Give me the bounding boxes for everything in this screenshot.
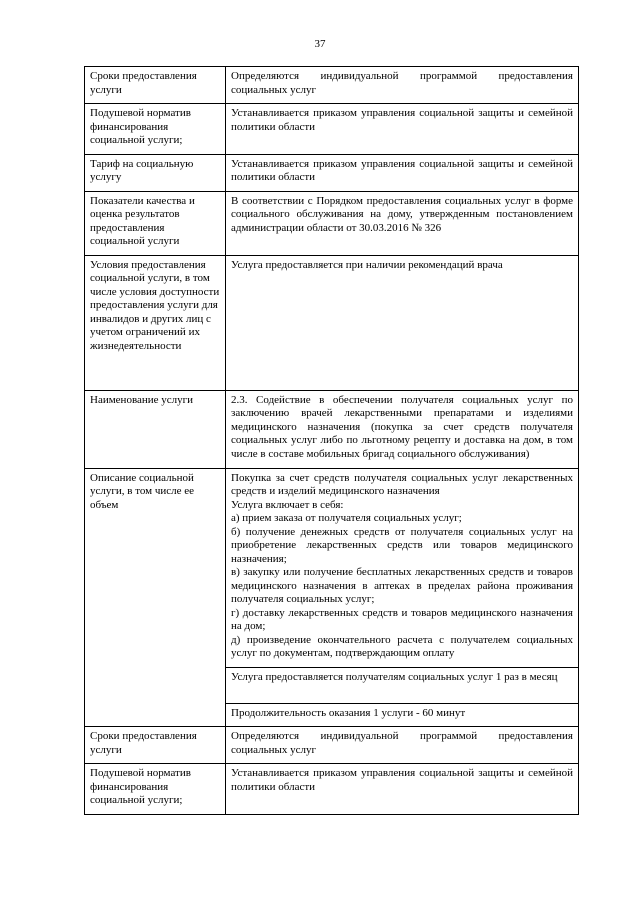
services-table	[84, 66, 579, 815]
row-label: Тариф на социальную услугу	[85, 154, 226, 191]
row-value: 2.3. Содействие в обеспечении получателя социальных услуг по заключению врачей лекарственными препаратами и изделиями медицинского назначения (покупка за счет средств получателя социальных услуг либо по льготному рецепту и доставка на дом, в том числе в составе мобильных бригад социального обслуживания)	[226, 390, 579, 468]
row-label: Показатели качества и оценка результатов предоставления социальной услуги	[85, 191, 226, 255]
table-row	[85, 390, 579, 468]
description-lines	[226, 468, 579, 667]
description-label: Описание социальной услуги, в том числе ее объем	[85, 468, 226, 727]
table-row	[85, 191, 579, 255]
frequency-value: Услуга предоставляется получателям социальных услуг 1 раз в месяц	[226, 667, 579, 703]
description-line: б) получение денежных средств от получателя социальных услуг на приобретение лекарственных средств или товаров медицинского назначения;	[231, 525, 573, 565]
row-value: В соответствии с Порядком предоставления социальных услуг в форме социального обслуживания на дому, утвержденным постановлением администрации области от 30.03.2016 № 326	[226, 191, 579, 255]
row-label: Наименование услуги	[85, 390, 226, 468]
row-value: Устанавливается приказом управления социальной защиты и семейной политики области	[226, 104, 579, 155]
row-value: Определяются индивидуальной программой предоставления социальных услуг	[226, 727, 579, 764]
description-line: г) доставку лекарственных средств и товаров медицинского назначения на дом;	[231, 606, 573, 632]
row-label: Условия предоставления социальной услуги, в том числе условия доступности предоставления услуги для инвалидов и других лиц с учетом ограничений их жизнедеятельности	[85, 255, 226, 390]
page-number: 37	[314, 38, 326, 50]
description-line: а) прием заказа от получателя социальных услуг;	[231, 512, 462, 524]
description-line: Покупка за счет средств получателя социальных услуг лекарственных средств и изделий медицинского назначения	[231, 471, 573, 497]
duration-value: Продолжительность оказания 1 услуги - 60 минут	[226, 703, 579, 727]
description-line: Услуга включает в себя:	[231, 498, 344, 511]
table-row	[85, 727, 579, 764]
row-label: Сроки предоставления услуги	[85, 67, 226, 104]
table-row	[85, 255, 579, 390]
row-value: Услуга предоставляется при наличии рекомендаций врача	[226, 255, 579, 390]
row-value: Определяются индивидуальной программой предоставления социальных услуг	[226, 67, 579, 104]
row-label: Сроки предоставления услуги	[85, 727, 226, 764]
table-row	[85, 468, 579, 667]
row-label: Подушевой норматив финансирования социальной услуги;	[85, 104, 226, 155]
description-line: в) закупку или получение бесплатных лекарственных средств и товаров медицинского назначения в аптеках в пределах района проживания получателя социальных услуг;	[231, 566, 573, 605]
table-row	[85, 764, 579, 815]
table-row	[85, 67, 579, 104]
description-line: д) произведение окончательного расчета с получателем социальных услуг по документам, подтверждающим оплату	[231, 633, 573, 659]
row-value: Устанавливается приказом управления социальной защиты и семейной политики области	[226, 764, 579, 815]
table-row	[85, 104, 579, 155]
table-row	[85, 154, 579, 191]
row-value: Устанавливается приказом управления социальной защиты и семейной политики области	[226, 154, 579, 191]
row-label: Подушевой норматив финансирования социальной услуги;	[85, 764, 226, 815]
